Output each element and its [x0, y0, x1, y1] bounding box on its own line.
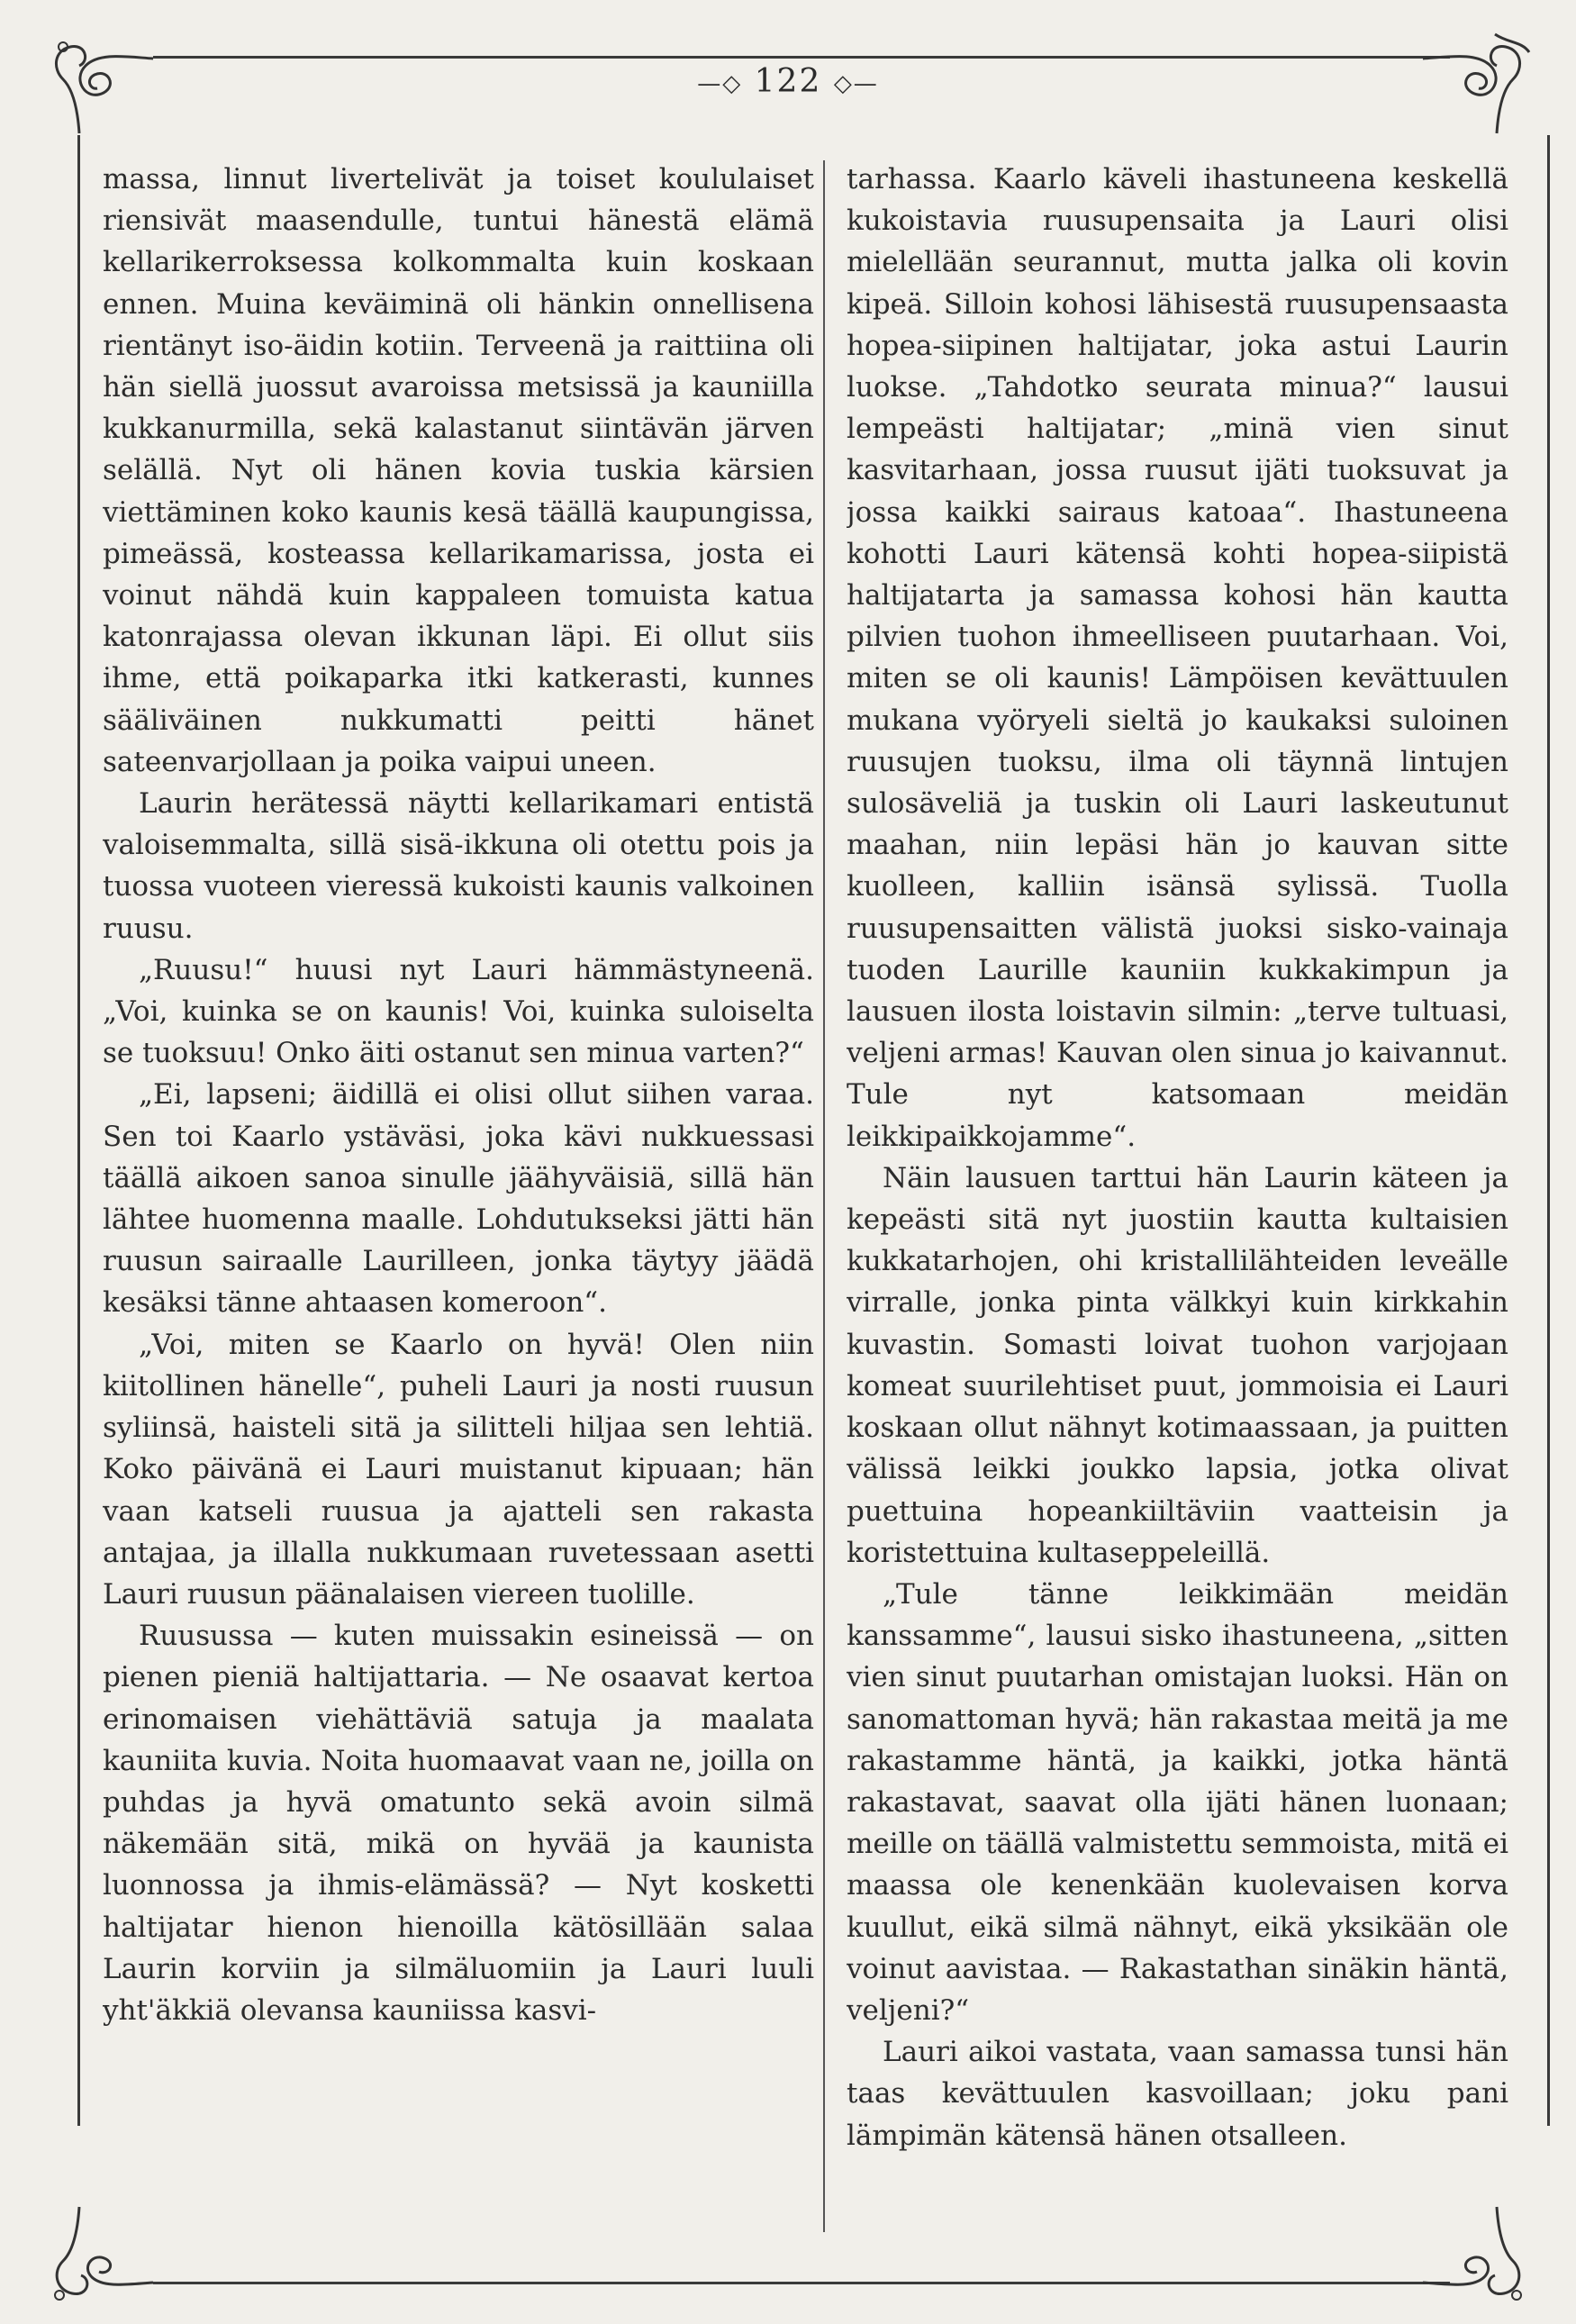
- right-paragraph-2: Näin lausuen tarttui hän Laurin käteen ja kepeästi sitä nyt juostiin kautta kultaisien kukkatarhojen, ohi kristallilähteiden leveälle virralle, jonka pinta välkkyi kuin kirkkahin kuvastin. Somasti loivat tuohon varjojaan komeat suurilehtiset puut, jommoisia ei Lauri koskaan ollut nähnyt kotimaassaan, ja puitten välissä leikki joukko lapsia, jotka olivat puettuina hopeankiiltäviin vaatteisin ja koristettuina kultaseppeleillä.: [847, 1161, 1508, 1569]
- frame-right-rule: [1547, 135, 1550, 2126]
- frame-left-rule: [77, 135, 80, 2126]
- page-number-value: 122: [754, 63, 822, 100]
- page-number: [0, 63, 1576, 100]
- right-paragraph-1: tarhassa. Kaarlo käveli ihastuneena keskellä kukoistavia ruusupensaita ja Lauri olisi mielellään seurannut, mutta jalka oli kovin kipeä. Silloin kohosi lähisestä ruusupensaasta hopea-siipinen haltijatar, joka astui Laurin luokse. „Tahdotko seurata minua?“ lausui lempeästi haltijatar; „minä vien sinut kasvitarhaan, jossa ruusut ijäti tuoksuvat ja jossa kaikki sairaus katoaa“. Ihastuneena kohotti Lauri kätensä kohti hopea-siipistä haltijatarta ja samassa kohosi hän kautta pilvien tuohon ihmeelliseen puutarhaan. Voi, miten se oli kaunis! Lämpöisen kevättuulen mukana vyöryeli sieltä jo kaukaksi suloinen ruusujen tuoksu, ilma oli täynnä lintujen sulosäveliä ja tuskin oli Lauri laskeutunut maahan, niin lepäsi hän jo kauvan sitte kuolleen, kalliin isänsä sylissä. Tuolla ruusupensaitten välistä juoksi sisko-vainaja tuoden Laurille kauniin kukkakimpun ja lausuen ilosta loistavin silmin: „terve tultuasi, veljeni armas! Kauvan olen sinua jo kaivannut. Tule nyt katsomaan meidän leikkipaikkojamme“.: [847, 163, 1508, 1153]
- left-paragraph-5: „Voi, miten se Kaarlo on hyvä! Olen niin kiitollinen hänelle“, puheli Lauri ja nosti ruusun syliinsä, haisteli sitä ja silitteli hiljaa sen lehtiä. Koko päivänä ei Lauri muistanut kipuaan; hän vaan katseli ruusua ja ajatteli sen rakasta antajaa, ja illalla nukkumaan ruvetessaan asetti Lauri ruusun päänalaisen viereen tuolille.: [103, 1328, 814, 1611]
- column-divider: [823, 160, 825, 2232]
- frame-top-rule: [153, 56, 1450, 59]
- page-number-left-flourish-icon: —◇: [697, 70, 743, 97]
- left-paragraph-1: massa, linnut livertelivät ja toiset koululaiset riensivät maasendulle, tuntui hänestä elämä kellarikerroksessa kolkommalta kuin koskaan ennen. Muina keväiminä oli hänkin onnellisena rientänyt iso-äidin kotiin. Terveenä ja raittiina oli hän siellä juossut avaroissa metsissä ja kauniilla kukkanurmilla, sekä kalastanut siintävän järven selällä. Nyt oli hänen kovia tuskia kärsien viettäminen koko kaunis kesä täällä kaupungissa, pimeässä, kosteassa kellarikamarissa, josta ei voinut nähdä kuin kappaleen tomuista katua katonrajassa olevan ikkunan läpi. Ei ollut siis ihme, että poikaparka itki katkerasti, kunnes sääliväinen nukkumatti peitti hänet sateenvarjollaan ja poika vaipui uneen.: [103, 163, 814, 778]
- left-paragraph-2: Laurin herätessä näytti kellarikamari entistä valoisemmalta, sillä sisä-ikkuna oli otettu pois ja tuossa vuoteen vieressä kukoisti kaunis valkoinen ruusu.: [103, 787, 814, 945]
- frame-bottom-rule: [153, 2282, 1450, 2284]
- right-paragraph-3: „Tule tänne leikkimään meidän kanssamme“, lausui sisko ihastuneena, „sitten vien sinut puutarhan omistajan luoksi. Hän on sanomattoman hyvä; hän rakastaa meitä ja me rakastamme häntä, ja kaikki, jotka häntä rakastavat, saavat olla ijäti hänen luonaan; meille on täällä valmistettu semmoista, mitä ei maassa ole kenenkään kuolevaisen korva kuullut, eikä silmä nähnyt, eikä yksikään ole voinut aavistaa. — Rakastathan sinäkin häntä, veljeni?“: [847, 1577, 1508, 2027]
- right-text-column: [847, 159, 1508, 2248]
- left-text-column: [103, 159, 814, 2248]
- left-paragraph-3: „Ruusu!“ huusi nyt Lauri hämmästyneenä. „Voi, kuinka se on kaunis! Voi, kuinka suloiselta se tuoksuu! Onko äiti ostanut sen minua varten?“: [103, 953, 814, 1070]
- left-paragraph-4: „Ei, lapseni; äidillä ei olisi ollut siihen varaa. Sen toi Kaarlo ystäväsi, joka kävi nukkuessasi täällä aikoen sanoa sinulle jäähyväisiä, sillä hän lähtee huomenna maalle. Lohdutukseksi jätti hän ruusun sairaalle Laurilleen, jonka täytyy jäädä kesäksi tänne ahtaasen komeroon“.: [103, 1078, 814, 1320]
- left-paragraph-6: Ruusussa — kuten muissakin esineissä — on pienen pieniä haltijattaria. — Ne osaavat kertoa erinomaisen viehättäviä satuja ja maalata kauniita kuvia. Noita huomaavat vaan ne, joilla on puhdas ja hyvä omatunto sekä avoin silmä näkemään sitä, mikä on hyvää ja kaunista luonnossa ja ihmis-elämässä? — Nyt kosketti haltijatar hienon hienoilla kätösillään salaa Laurin korviin ja silmäluomiin ja Lauri luuli yht'äkkiä olevansa kauniissa kasvi-: [103, 1620, 814, 2027]
- right-paragraph-4: Lauri aikoi vastata, vaan samassa tunsi hän taas kevättuulen kasvoillaan; joku pani lämpimän kätensä hänen otsalleen.: [847, 2036, 1508, 2152]
- page-number-right-flourish-icon: ◇—: [833, 70, 879, 97]
